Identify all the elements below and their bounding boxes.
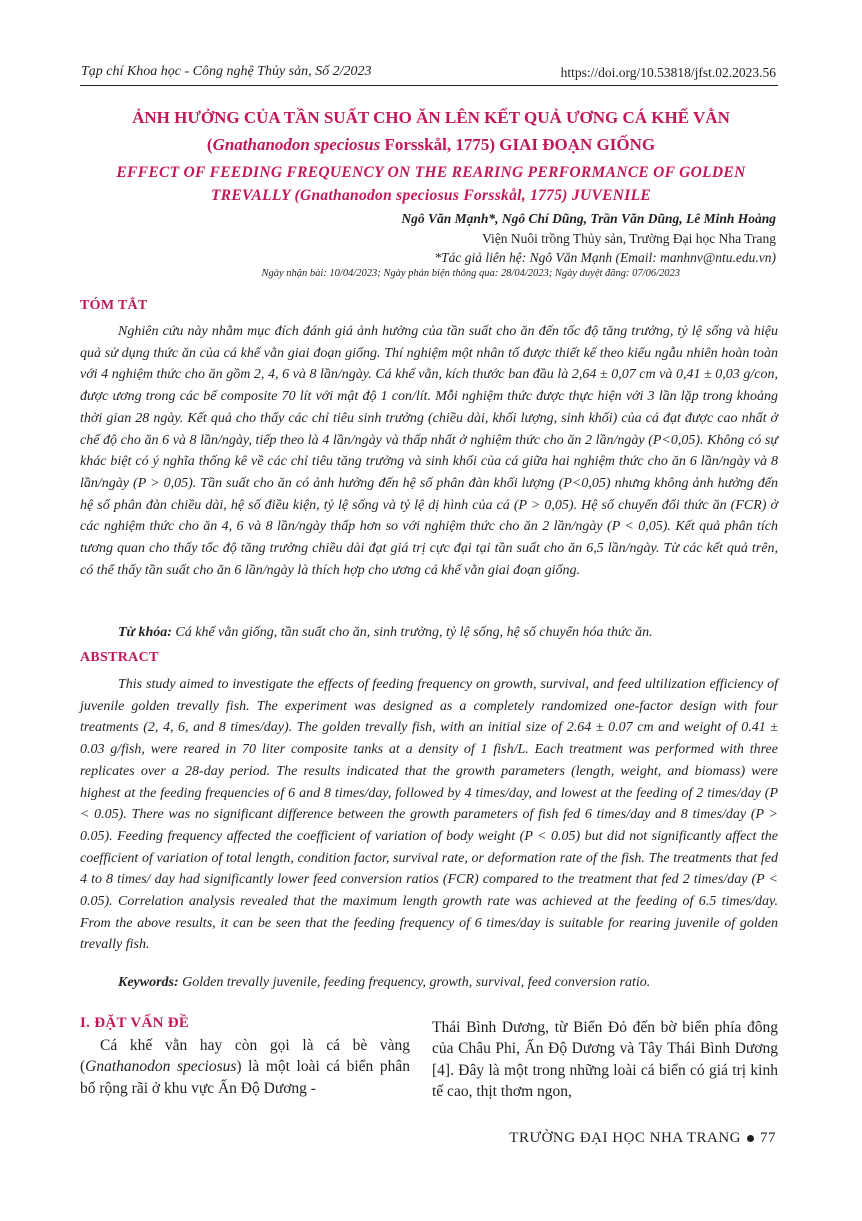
title-en-line2: TREVALLY (Gnathanodon speciosus Forsskål, 1775) JUVENILE <box>211 187 651 204</box>
tomtat-keywords <box>118 625 653 641</box>
title-english <box>60 161 802 207</box>
bullet-icon <box>747 1135 754 1142</box>
intro-col1-species: Gnathanodon speciosus <box>85 1058 237 1076</box>
abstract-heading: ABSTRACT <box>80 650 159 665</box>
corresponding-author: *Tác giả liên hệ: Ngô Văn Mạnh (Email: manhnv@ntu.edu.vn) <box>434 250 776 265</box>
intro-heading: I. ĐẶT VẤN ĐỀ <box>80 1015 190 1031</box>
submission-dates: Ngày nhận bài: 10/04/2023; Ngày phản biện thông qua: 28/04/2023; Ngày duyệt đăng: 07/06/2023 <box>261 268 680 279</box>
tomtat-text: Nghiên cứu này nhằm mục đích đánh giá ảnh hưởng của tần suất cho ăn đến tốc độ tăng trưởng, tỷ lệ sống và hiệu quả sử dụng thức ăn của cá khế vằn giai đoạn giống. Thí nghiệm một nhân tố được thiết kế theo kiểu ngẫu nhiên hoàn toàn với 4 nghiệm thức cho ăn gồm 2, 4, 6 và 8 lần/ngày. Cá khế vằn, kích thước ban đầu là 2,64 ± 0,07 cm và 0,41 ± 0,03 g/con, được ương trong các bể composite 70 lít với mật độ 1 con/lít. Mỗi nghiệm thức được thực hiện với 3 lần lặp trong khoảng thời gian 28 ngày. Kết quả cho thấy các chỉ tiêu sinh trưởng (chiều dài, khối lượng, sinh khối) của cá đạt được cao nhất ở chế độ cho ăn 6 và 8 lần/ngày, tiếp theo là 4 lần/ngày và thấp nhất ở nghiệm thức cho ăn 2 lần/ngày (P<0,05). Không có sự khác biệt có ý nghĩa thống kê về các chỉ tiêu tăng trưởng và sinh khối của cá giữa hai nghiệm thức cho ăn 6 lần/ngày và 8 lần/ngày (P > 0,05). Tần suất cho ăn có ảnh hưởng đến hệ số phân đàn khối lượng (P<0,05) nhưng không ảnh hưởng đến hệ số phân đàn chiều dài, hệ số điều kiện, tỷ lệ sống và tỷ lệ dị hình của cá (P > 0,05). Hệ số chuyển đổi thức ăn (FCR) ở các nghiệm thức cho ăn 4, 6 và 8 lần/ngày thấp hơn so với nghiệm thức cho ăn 2 lần/ngày (P < 0,05). Kết quả phân tích tương quan cho thấy tốc độ tăng trưởng chiều dài đạt giá trị cực đại tại tần suất cho ăn 6,5 lần/ngày. Từ các kết quả trên, có thể thấy tần suất cho ăn 6 lần/ngày là thích hợp cho ương cá khế vằn giai đoạn giống. <box>80 324 778 578</box>
header-rule <box>80 85 778 86</box>
tomtat-heading: TÓM TẮT <box>80 298 148 313</box>
title-vietnamese <box>60 104 802 158</box>
author-block <box>401 209 776 268</box>
title-vi-rest: Forsskål, 1775) GIAI ĐOẠN GIỐNG <box>380 135 656 154</box>
page-number: 77 <box>760 1130 776 1146</box>
journal-name: Tạp chí Khoa học - Công nghệ Thủy sản, Số 2/2023 <box>81 64 372 79</box>
abstract-text: This study aimed to investigate the effects of feeding frequency on growth, survival, and feed ultilization efficiency of juvenile golden trevally fish. The experiment was designed as a completely randomized one-factor design with four treatments (2, 4, 6, and 8 times/day). The golden trevally fish, with an initial size of 2.64 ± 0.07 cm and weight of 0.41 ± 0.03 g/fish, were reared in 70 liter composite tanks at a density of 1 fish/L. Each treatment was performed with three replicates over a 28-day period. The results indicated that the growth parameters (length, weight, and biomass) were highest at the feeding frequencies of 6 and 8 times/day, followed by 4 times/day, and lowest at the feeding of 2 times/day (P < 0.05). There was no significant difference between the growth parameters of fish fed 6 times/day and 8 times/day (P > 0.05). Feeding frequency affected the coefficient of variation of body weight (P < 0.05) but did not significantly affect the coefficient of variation of total length, condition factor, survival rate, or deformation rate of the fish. The treatments that fed 4 to 8 times/ day had significantly lower feed conversion ratios (FCR) compared to the treatment that fed 2 times/day (P < 0.05). Correlation analysis revealed that the maximum length growth rate was achieved at the feeding of 6.5 times/day. From the above results, it can be seen that the feeding frequency of 6 times/day is suitable for rearing juvenile of golden trevally fish. <box>80 677 778 953</box>
abstract-keywords <box>118 975 650 991</box>
intro-col1-b: ) là một loài cá biển phân bố rộng rãi ở khu vực Ấn Độ Dương - <box>80 1058 410 1097</box>
footer-university: TRƯỜNG ĐẠI HỌC NHA TRANG <box>509 1130 741 1146</box>
tomtat-keywords-label: Từ khóa: <box>118 625 172 640</box>
intro-col1-text <box>80 1035 410 1099</box>
title-vi-line2 <box>60 131 802 158</box>
title-vi-paren: ( <box>206 135 213 154</box>
intro-col1 <box>80 1035 410 1099</box>
doi-link[interactable]: https://doi.org/10.53818/jfst.02.2023.56 <box>560 65 776 80</box>
abstract-keywords-text: Golden trevally juvenile, feeding frequency, growth, survival, feed conversion ratio. <box>178 975 651 990</box>
intro-col1-a: Cá khế vằn hay còn gọi là cá bè vàng ( <box>80 1037 410 1076</box>
title-en-line1: EFFECT OF FEEDING FREQUENCY ON THE REARING PERFORMANCE OF GOLDEN <box>116 164 746 181</box>
abstract-keywords-label: Keywords: <box>118 975 179 990</box>
intro-col2: Thái Bình Dương, từ Biển Đỏ đến bờ biển phía đông của Châu Phi, Ấn Độ Dương và Tây Thái Bình Dương [4]. Đây là một trong những loài cá biển có giá trị kinh tế cao, thịt thơm ngon, <box>432 1019 778 1100</box>
tomtat-keywords-text: Cá khế vằn giống, tần suất cho ăn, sinh trưởng, tỷ lệ sống, hệ số chuyển hóa thức ăn. <box>171 625 653 640</box>
title-vi-line1: ẢNH HƯỞNG CỦA TẦN SUẤT CHO ĂN LÊN KẾT QUẢ ƯƠNG CÁ KHẾ VẰN <box>132 108 730 127</box>
author-names: Ngô Văn Mạnh*, Ngô Chí Dũng, Trần Văn Dũng, Lê Minh Hoàng <box>401 211 776 226</box>
page-footer <box>509 1130 776 1147</box>
affiliation: Viện Nuôi trồng Thủy sản, Trường Đại học Nha Trang <box>482 230 776 246</box>
title-vi-species: Gnathanodon speciosus <box>212 135 381 154</box>
